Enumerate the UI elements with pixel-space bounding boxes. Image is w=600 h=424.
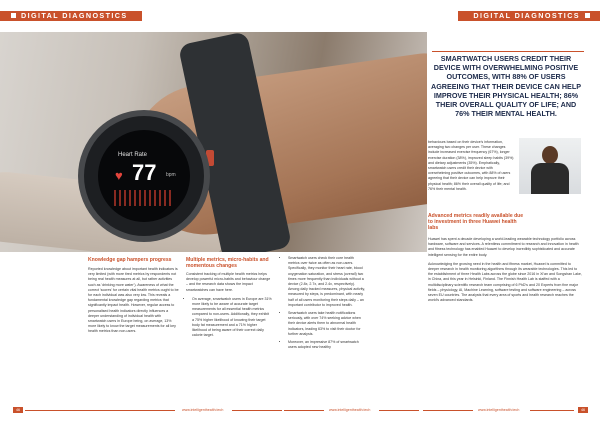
- footer-rule-mid: [284, 410, 324, 411]
- heart-icon: ♥: [115, 168, 123, 183]
- watch-crown-icon: [206, 150, 214, 166]
- col4-body: [428, 237, 582, 307]
- section-header-right: [458, 11, 600, 21]
- section-header-left: [0, 11, 142, 21]
- pull-quote: SMARTWATCH USERS CREDIT THEIR DEVICE WITH OVERWHELMING POSITIVE OUTCOMES, WITH 88% OF USERS AGREEING THAT THEIR DEVICE CAN HELP IMPROVE THEIR PHYSICAL HEALTH; 86% THEIR OVERALL QUALITY OF LIFE; AND 76% THEIR MENTAL HEALTH.: [431, 54, 582, 119]
- col3-bullet: • Smartwatch users take health notifications seriously, with over 74% seeking advice when their device alerts them to abnormal health indicators, leading 63% to visit their doctor for further analysis.: [288, 311, 366, 337]
- watch-heart-rate-value: 77: [132, 160, 157, 185]
- col3-bullet: • Moreover, an impressive 87% of smartwatch users adopted new healthy: [288, 340, 366, 350]
- col2-bullet-list: [186, 297, 272, 339]
- heart-rate-graph: [114, 190, 174, 206]
- col3-bullet: • Smartwatch users check their core health metrics over twice as often as non-users. Specifically, they monitor their heart rate, blood oxygenation saturation, and stress (overall) two times more frequently than individuals without a device (2.8x, 2.7x, and 2.4x, respectively). Among daily tracked measures, physical activity, measured by steps, is predominant, with nearly half of all users monitoring their steps daily – an important contributor to improved health.: [288, 256, 366, 308]
- header-square-icon: [585, 13, 590, 18]
- page-number-right: 46: [578, 407, 588, 413]
- watch-heart-rate-title: Heart Rate: [118, 152, 148, 158]
- person-photo: [519, 138, 581, 194]
- section-header-right-label: DIGITAL DIAGNOSTICS: [473, 11, 580, 20]
- col2-title: Multiple metrics, micro-habits and momentous changes: [186, 257, 269, 269]
- col4-paragraph: Acknowledging the growing need in the health and fitness market, Huawei is committed to deeper research in health monitoring algorithms through its wearable technologies. This led to the establishment of three Health Labs across the globe since 2016 in Xi'an and Songshan Lake, in China, and this year in Helsinki, Finland. The Finnish Health Lab is staffed with a multidisciplinary scientific research team comprising of 6 PhD's and 20 Experts from fine major fields – physiology, AI, Machine Learning, software testing and software engineering – across seven EU countries. The analysts that every area of sports and health research reaches the world's advanced standards.: [428, 261, 582, 303]
- col1-title: Knowledge gap hampers progress: [88, 257, 172, 263]
- col4-paragraph: Huawei has spent a decade developing a world-leading wearable technology portfolio across hardware, software and services. A relentless commitment to research and innovation in health and fitness technology has enabled Huawei to develop incredibly sophisticated and accurate intelligent sensing for the entire body.: [428, 237, 579, 257]
- smartwatch: [84, 116, 204, 236]
- section-header-left-label: DIGITAL DIAGNOSTICS: [21, 11, 128, 20]
- quote-rule: [432, 51, 584, 52]
- footer-rule-right: [423, 410, 473, 411]
- col4-top-body: [428, 140, 515, 196]
- col4-title: Advanced metrics readily available due to investment in three Huawei health labs: [428, 213, 524, 231]
- col1-body: [88, 267, 180, 339]
- footer-rule-mid-end: [379, 410, 419, 411]
- smartwatch-photo: [0, 32, 427, 252]
- page-number-left: 46: [13, 407, 23, 413]
- col2-paragraph: Consistent tracking of multiple health metrics helps develop powerful micro-habits and behaviour change – and the research data shows the impact smartwatches can have here.: [186, 272, 271, 292]
- col1-paragraph: Reported knowledge about important health indicators is very limited (with more tired metrics by respondents not being real health measures at all, but rather activities such as 'drinking more water'). Awareness of what the correct 'scores' for certain vital health metrics ought to be for each individual was also very low. This reveals a fundamental knowledge gap regarding metrics that significantly impact health. However, regular access to personalised health indicators directly influences a deeper understanding of individual health with smartwatch users in Europe being, on average, 13% more likely to know the target measurements for all key health metrics than non-users.: [88, 267, 179, 334]
- footer-url-right[interactable]: www.intelligenthealth.tech: [478, 408, 520, 412]
- footer-rule-right-end: [530, 410, 574, 411]
- col3-body: [282, 256, 366, 353]
- watch-face: [98, 130, 190, 222]
- col2-body: [186, 272, 272, 341]
- footer-url-left[interactable]: www.intelligenthealth.tech: [182, 408, 224, 412]
- footer-url-mid[interactable]: www.intelligenthealth.tech: [329, 408, 371, 412]
- footer-rule-left-end: [232, 410, 282, 411]
- header-square-icon: [11, 13, 16, 18]
- watch-heart-rate-unit: bpm: [166, 172, 176, 178]
- col2-bullet: • On average, smartwatch users in Europe are 31% more likely to be aware of accurate target measurements for all essential health metrics compared to non-users. Additionally, they exhibit a 75% higher likelihood of knowing their target body fat measurement and a 71% higher likelihood of being aware of their correct daily calorie target.: [192, 297, 272, 339]
- col4-top-paragraph: behaviours based on their device's information, averaging two changes per user. These changes include increased exercise frequency (67%), longer exercise duration (38%), improved sleep habits (39%) and dietary adjustments (35%). Emphatically, smartwatch users credit their device with overwhelming positive outcomes, with 88% of users agreeing that their device can help improve their physical health; 86% their overall quality of life; and 76% their mental health.: [428, 140, 514, 191]
- footer-rule-left: [25, 410, 175, 411]
- col3-bullet-list: [282, 256, 366, 350]
